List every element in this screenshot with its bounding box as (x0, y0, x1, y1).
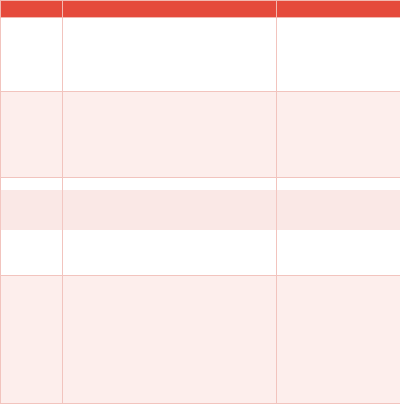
table-row (1, 276, 400, 404)
table-header-row (1, 1, 400, 18)
header-consequence (277, 1, 400, 18)
row-category (1, 178, 63, 276)
row-consequence (277, 92, 400, 178)
header-conduct (63, 1, 277, 18)
row-category (1, 92, 63, 178)
row-conduct (63, 92, 277, 178)
row-consequence (277, 178, 400, 276)
table-row (1, 18, 400, 92)
table-row (1, 178, 400, 276)
row-consequence (277, 276, 400, 404)
row-category (1, 276, 63, 404)
table-row (1, 92, 400, 178)
row-conduct (63, 178, 277, 276)
row-conduct (63, 276, 277, 404)
row-consequence (277, 18, 400, 92)
header-category (1, 1, 63, 18)
row-conduct (63, 18, 277, 92)
row-category (1, 18, 63, 92)
